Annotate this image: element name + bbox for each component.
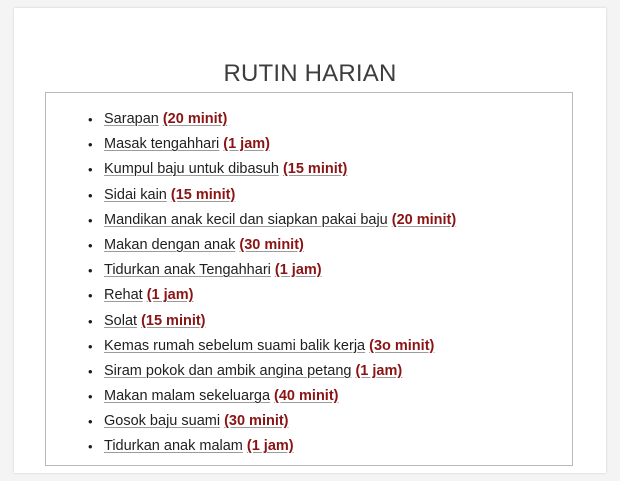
task-label: Kemas rumah sebelum suami balik kerja (104, 337, 366, 354)
list-item (46, 409, 572, 434)
task-duration (163, 111, 227, 127)
task-duration (275, 262, 322, 278)
list-item (46, 183, 572, 208)
list-item (46, 233, 572, 258)
task-duration (141, 313, 205, 329)
task-label: Masak tengahhari (104, 136, 220, 153)
content-box (45, 92, 573, 466)
task-duration (283, 161, 347, 177)
task-duration-text: (15 minit) (141, 312, 206, 329)
task-label: Sidai kain (104, 186, 167, 203)
slide-page (14, 8, 606, 473)
task-duration-text: (20 minit) (162, 111, 228, 127)
task-duration (171, 187, 235, 203)
task-duration (247, 438, 294, 454)
list-item (46, 157, 572, 182)
task-duration-text: (15 minit) (282, 161, 348, 178)
task-duration (369, 338, 434, 354)
list-item (46, 334, 572, 359)
task-duration (239, 237, 303, 253)
task-duration-text: (15 minit) (170, 186, 236, 203)
task-label: Mandikan anak kecil dan siapkan pakai baju (104, 211, 388, 228)
list-item (46, 208, 572, 233)
task-duration (274, 388, 338, 404)
task-duration-text: (1 jam) (274, 262, 322, 279)
task-duration-text: (1 jam) (246, 438, 294, 455)
task-label: Tidurkan anak malam (104, 438, 243, 455)
task-duration-text: (30 minit) (224, 413, 289, 430)
task-duration (224, 413, 288, 429)
task-duration (147, 287, 194, 303)
list-item (46, 107, 572, 132)
list-item (46, 132, 572, 157)
task-duration-text: (3o minit) (369, 337, 435, 354)
task-label: Siram pokok dan ambik angina petang (104, 362, 352, 379)
page-title: RUTIN HARIAN (223, 60, 397, 87)
task-duration-text: (40 minit) (274, 388, 339, 405)
task-label: Kumpul baju untuk dibasuh (104, 161, 279, 178)
task-label: Rehat (104, 287, 143, 304)
task-duration-text: (1 jam) (355, 362, 403, 379)
list-item (46, 359, 572, 384)
task-duration (223, 136, 270, 152)
task-label: Sarapan (104, 111, 159, 127)
list-item (46, 258, 572, 283)
list-item (46, 309, 572, 334)
task-duration-text: (1 jam) (223, 136, 271, 153)
task-duration-text: (20 minit) (391, 211, 457, 228)
task-label: Solat (104, 312, 138, 329)
task-duration-text: (1 jam) (146, 287, 194, 304)
task-duration-text: (30 minit) (239, 236, 304, 253)
task-duration (355, 363, 402, 379)
task-duration (392, 212, 456, 228)
task-list (46, 93, 572, 460)
task-label: Gosok baju suami (104, 413, 221, 430)
list-item (46, 384, 572, 409)
list-item (46, 434, 572, 459)
task-label: Makan dengan anak (104, 236, 236, 253)
task-label: Tidurkan anak Tengahhari (104, 262, 271, 279)
task-label: Makan malam sekeluarga (104, 388, 271, 405)
list-item (46, 283, 572, 308)
